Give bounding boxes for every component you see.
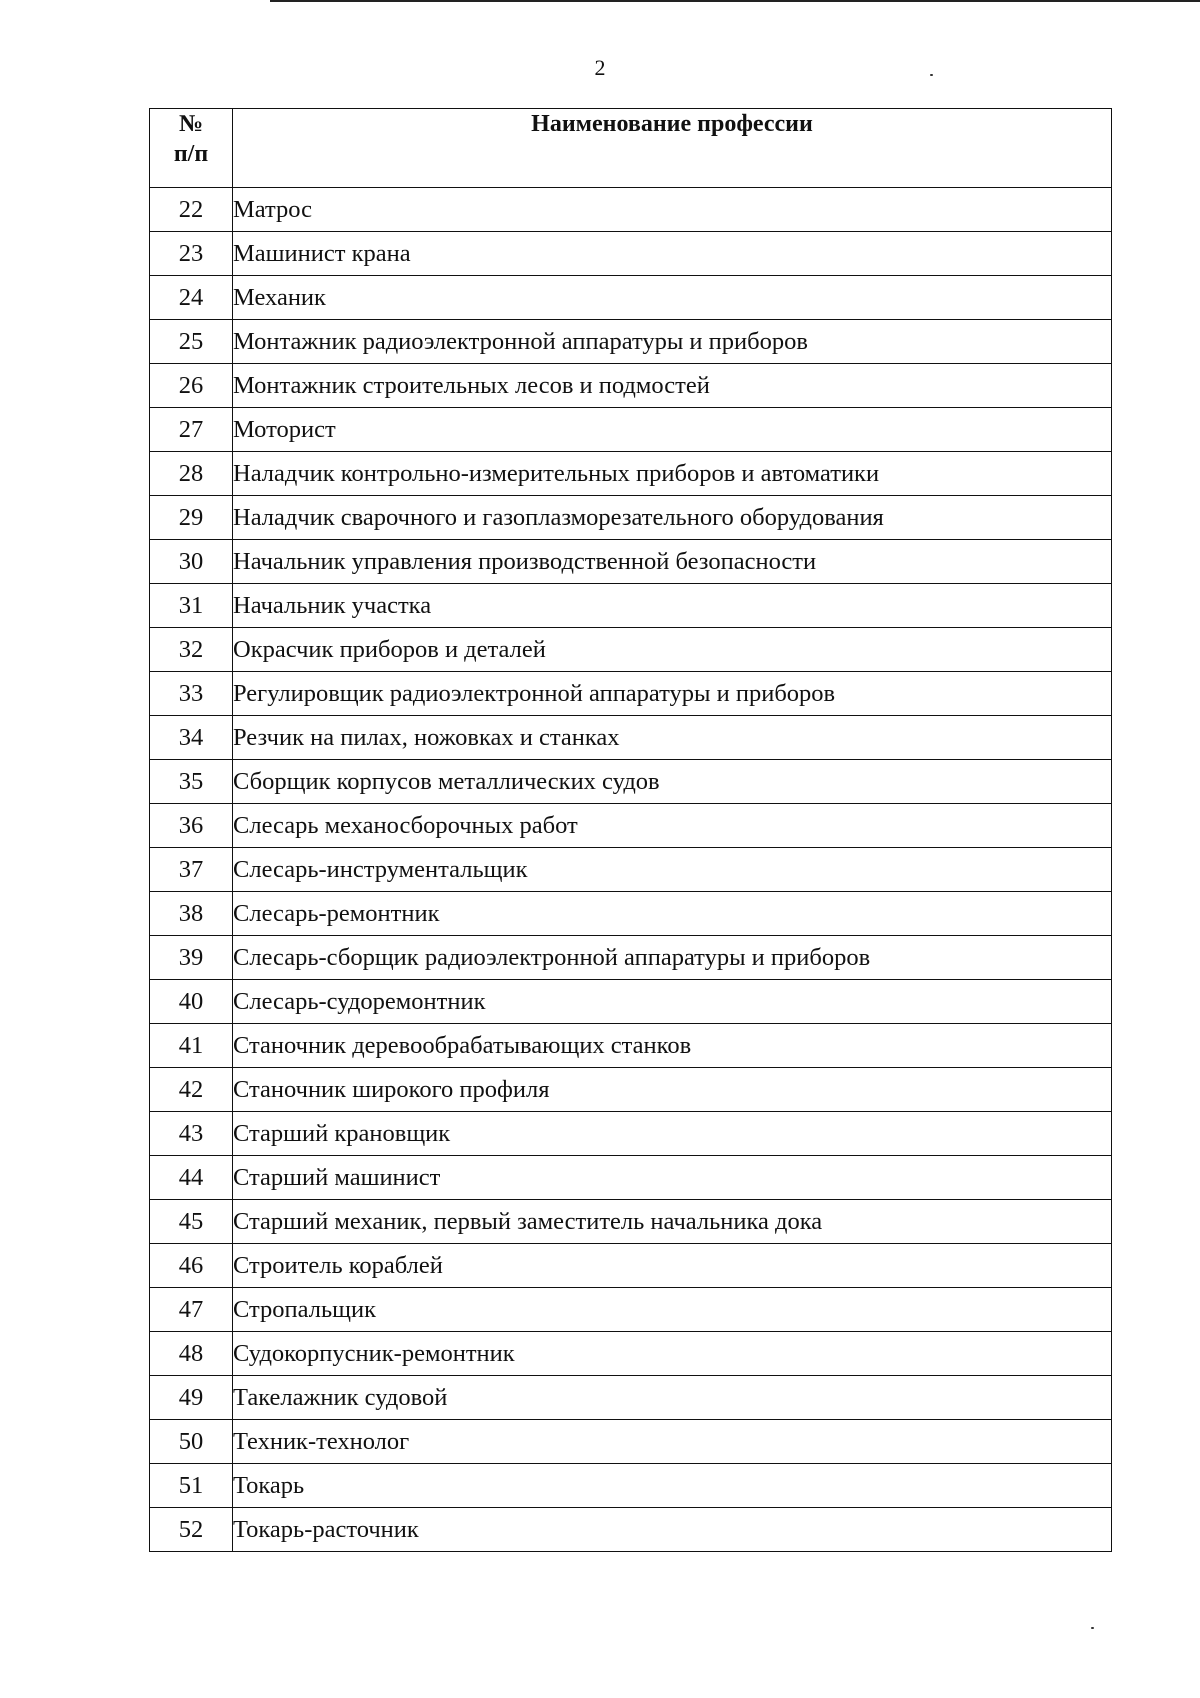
profession-name: Строитель кораблей (233, 1244, 1112, 1288)
table-row (150, 188, 1112, 232)
row-number: 46 (150, 1244, 233, 1288)
table-row (150, 452, 1112, 496)
table-row (150, 364, 1112, 408)
row-number: 47 (150, 1288, 233, 1332)
profession-name: Окрасчик приборов и деталей (233, 628, 1112, 672)
header-name-cell: Наименование профессии (233, 109, 1112, 188)
profession-name: Слесарь-судоремонтник (233, 980, 1112, 1024)
profession-name: Токарь (233, 1464, 1112, 1508)
row-number: 45 (150, 1200, 233, 1244)
profession-name: Монтажник радиоэлектронной аппаратуры и приборов (233, 320, 1112, 364)
row-number: 35 (150, 760, 233, 804)
profession-name: Станочник деревообрабатывающих станков (233, 1024, 1112, 1068)
profession-name: Слесарь-ремонтник (233, 892, 1112, 936)
profession-name: Начальник участка (233, 584, 1112, 628)
row-number: 27 (150, 408, 233, 452)
row-number: 29 (150, 496, 233, 540)
profession-name: Монтажник строительных лесов и подмостей (233, 364, 1112, 408)
table-row (150, 232, 1112, 276)
profession-name: Резчик на пилах, ножовках и станках (233, 716, 1112, 760)
row-number: 34 (150, 716, 233, 760)
table-row (150, 980, 1112, 1024)
table-row (150, 760, 1112, 804)
table-body (150, 188, 1112, 1552)
row-number: 23 (150, 232, 233, 276)
row-number: 50 (150, 1420, 233, 1464)
row-number: 28 (150, 452, 233, 496)
header-number-cell (150, 109, 233, 188)
table-row (150, 1420, 1112, 1464)
row-number: 37 (150, 848, 233, 892)
table-row (150, 716, 1112, 760)
profession-name: Слесарь-инструментальщик (233, 848, 1112, 892)
page-number: 2 (594, 55, 606, 80)
table-row (150, 1508, 1112, 1552)
row-number: 38 (150, 892, 233, 936)
profession-name: Старший крановщик (233, 1112, 1112, 1156)
profession-name: Станочник широкого профиля (233, 1068, 1112, 1112)
profession-name: Матрос (233, 188, 1112, 232)
profession-name: Техник-технолог (233, 1420, 1112, 1464)
table-row (150, 540, 1112, 584)
table-row (150, 1156, 1112, 1200)
row-number: 44 (150, 1156, 233, 1200)
profession-name: Регулировщик радиоэлектронной аппаратуры и приборов (233, 672, 1112, 716)
row-number: 39 (150, 936, 233, 980)
table-row (150, 496, 1112, 540)
page-top-edge-line (270, 0, 1200, 2)
table-row (150, 848, 1112, 892)
profession-name: Слесарь механосборочных работ (233, 804, 1112, 848)
profession-name: Машинист крана (233, 232, 1112, 276)
scan-speck (1091, 1627, 1094, 1629)
table-row (150, 1244, 1112, 1288)
row-number: 40 (150, 980, 233, 1024)
profession-name: Старший механик, первый заместитель начальника дока (233, 1200, 1112, 1244)
profession-name: Сборщик корпусов металлических судов (233, 760, 1112, 804)
row-number: 49 (150, 1376, 233, 1420)
row-number: 31 (150, 584, 233, 628)
table-row (150, 1024, 1112, 1068)
table-row (150, 1288, 1112, 1332)
profession-name: Старший машинист (233, 1156, 1112, 1200)
row-number: 25 (150, 320, 233, 364)
profession-name: Наладчик сварочного и газоплазморезательного оборудования (233, 496, 1112, 540)
row-number: 22 (150, 188, 233, 232)
table-row (150, 1464, 1112, 1508)
table-row (150, 672, 1112, 716)
table-row (150, 1112, 1112, 1156)
table-header-row (150, 109, 1112, 188)
profession-name: Стропальщик (233, 1288, 1112, 1332)
table-row (150, 1376, 1112, 1420)
profession-name: Такелажник судовой (233, 1376, 1112, 1420)
row-number: 41 (150, 1024, 233, 1068)
scan-speck (930, 74, 933, 76)
row-number: 30 (150, 540, 233, 584)
row-number: 36 (150, 804, 233, 848)
row-number: 52 (150, 1508, 233, 1552)
table-row (150, 584, 1112, 628)
table-row (150, 628, 1112, 672)
table-row (150, 936, 1112, 980)
table-row (150, 408, 1112, 452)
table-row (150, 1068, 1112, 1112)
profession-name: Слесарь-сборщик радиоэлектронной аппаратуры и приборов (233, 936, 1112, 980)
table-row (150, 892, 1112, 936)
row-number: 26 (150, 364, 233, 408)
row-number: 51 (150, 1464, 233, 1508)
row-number: 24 (150, 276, 233, 320)
profession-name: Моторист (233, 408, 1112, 452)
table-row (150, 1332, 1112, 1376)
row-number: 43 (150, 1112, 233, 1156)
profession-name: Наладчик контрольно-измерительных приборов и автоматики (233, 452, 1112, 496)
row-number: 33 (150, 672, 233, 716)
table-row (150, 804, 1112, 848)
row-number: 48 (150, 1332, 233, 1376)
profession-name: Судокорпусник-ремонтник (233, 1332, 1112, 1376)
header-number-abbrev: п/п (173, 141, 209, 167)
profession-name: Начальник управления производственной безопасности (233, 540, 1112, 584)
profession-name: Токарь-расточник (233, 1508, 1112, 1552)
profession-name: Механик (233, 276, 1112, 320)
table-row (150, 1200, 1112, 1244)
professions-table (149, 108, 1112, 1552)
header-number-sign: № (178, 111, 204, 137)
table-row (150, 276, 1112, 320)
row-number: 42 (150, 1068, 233, 1112)
row-number: 32 (150, 628, 233, 672)
table-row (150, 320, 1112, 364)
